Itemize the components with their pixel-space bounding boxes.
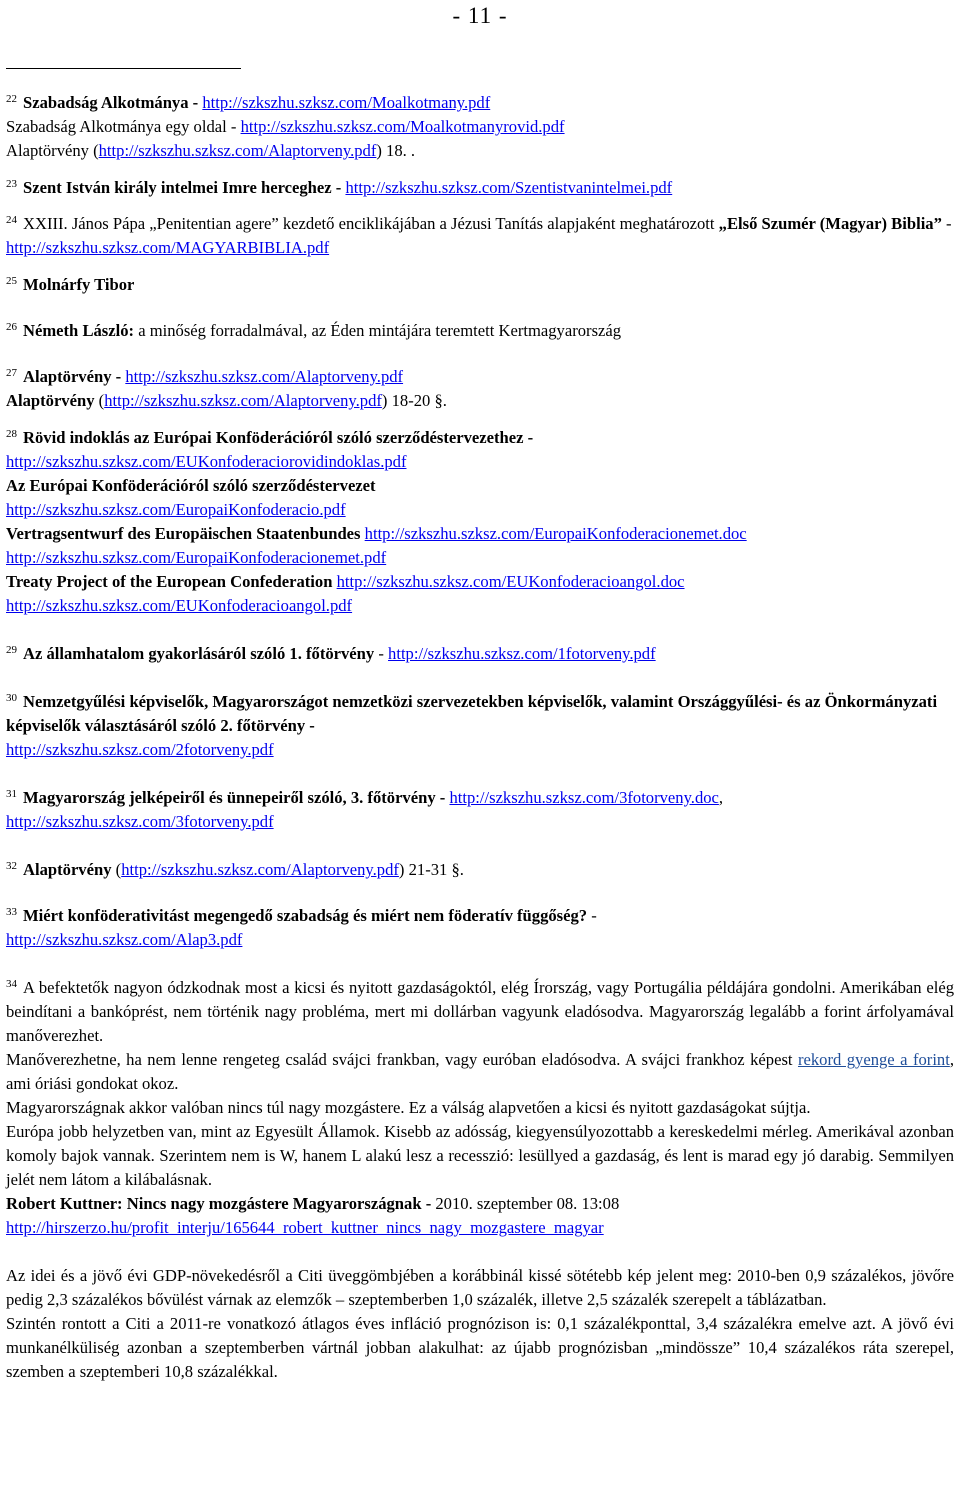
article-paragraph: Az idei és a jövő évi GDP-növekedésről a Citi üveggömbjében a korábbinál kissé sötétebb kép jelent meg: 2010-ben 0,9 százalékos, jövőre pedig 2,3 százalékos bővülést várnak az elemzők – szeptemberben 1,0 százalék, illetve 2,5 százalék szerepelt a táblázatban. [6, 1266, 954, 1309]
footnote-title: Az államhatalom gyakorlásáról szóló 1. főtörvény [23, 644, 375, 663]
article-link[interactable]: rekord gyenge a forint [797, 1050, 950, 1069]
footnote-title: Vertragsentwurf des Europäischen Staatenbundes [6, 524, 361, 543]
footnote-33 [6, 904, 954, 952]
footnote-number: 32 [6, 860, 17, 872]
article-date: 2010. szeptember 08. 13:08 [431, 1194, 620, 1213]
footnote-title: Treaty Project of the European Confederation [6, 572, 333, 591]
article-paragraph: A befektetők nagyon ódzkodnak most a kicsi és nyitott gazdaságoktól, elég Írország, vagy Portugália példájára gondolni. Amerikában elég beindítani a bankóprést, nem történik nagy probléma, mert mi dollárban vagyunk eladósodva. Magyarország legalább a forint árfolyamával manőverezhet. [6, 978, 954, 1045]
footnote-number: 34 [6, 978, 17, 990]
page-number: - 11 - [452, 3, 508, 28]
footnote-link[interactable]: http://szkszhu.szksz.com/EUKonfoderaciorovidindoklas.pdf [6, 452, 407, 471]
footnote-title: Az Európai Konföderációról szóló szerződéstervezet [6, 476, 376, 495]
footnote-text: ) 18. . [376, 141, 416, 160]
footnote-title: Alaptörvény - [23, 367, 126, 386]
footnote-text: ) 18-20 §. [381, 391, 447, 410]
footnote-text: a minőség forradalmával, az Éden mintájára teremtett Kertmagyarország [134, 321, 622, 340]
footnote-link[interactable]: http://szkszhu.szksz.com/Alaptorveny.pdf [104, 391, 382, 410]
footnote-link[interactable]: http://szkszhu.szksz.com/MAGYARBIBLIA.pdf [6, 238, 330, 257]
footnote-number: 28 [6, 428, 17, 440]
footnote-28 [6, 426, 954, 618]
footnote-23 [6, 176, 954, 200]
footnote-link[interactable]: http://szkszhu.szksz.com/2fotorveny.pdf [6, 740, 274, 759]
footnote-link[interactable]: http://szkszhu.szksz.com/EuropaiKonfoderacio.pdf [6, 500, 346, 519]
footnote-30 [6, 690, 954, 762]
footnote-link[interactable]: http://szkszhu.szksz.com/Moalkotmany.pdf [202, 93, 491, 112]
footnote-number: 25 [6, 275, 17, 287]
footnote-text: XXIII. János Pápa „Penitentian agere” kezdető enciklikájában a Jézusi Tanítás alapjaként meghatározott [23, 214, 719, 233]
footnote-24 [6, 212, 954, 260]
article-paragraph: , ami óriási gondokat okoz. [6, 1050, 954, 1093]
footnote-25 [6, 273, 954, 297]
footnote-title: Alaptörvény [23, 860, 112, 879]
footnote-link[interactable]: http://szkszhu.szksz.com/1fotorveny.pdf [388, 644, 656, 663]
footnote-link[interactable]: http://szkszhu.szksz.com/Alaptorveny.pdf [98, 141, 377, 160]
footnote-title: „Első Szumér (Magyar) Biblia” [718, 214, 942, 233]
footnote-link[interactable]: http://szkszhu.szksz.com/EuropaiKonfoderacionemet.pdf [6, 548, 387, 567]
footnote-31 [6, 786, 954, 834]
article-paragraph: Szintén rontott a Citi a 2011-re vonatkozó átlagos éves infláció prognózison is: 0,1 százalékponttal, 3,4 százalékra emelve azt. A jövő évi munkanélküliség azonban a szeptemberben vártnál jobban alakulhat: az újabb prognózisban „mindössze” 10,4 százalékos ráta szerepel, szemben a szeptemberi 10,8 százalékkal. [6, 1314, 954, 1381]
footnote-title: Alaptörvény [6, 391, 95, 410]
article-paragraph: Európa jobb helyzetben van, mint az Egyesült Államok. Kisebb az adósság, kiegyensúlyozottabb a kereskedelmi mérleg. Amerikával azonban komoly bajok vannak. Szerintem nem is W, hanem L alakú lesz a recesszió: lesüllyed a gazdaság, és lent is marad egy jó darabig. Semmilyen jelét nem látom a kilábalásnak. [6, 1122, 954, 1189]
footnote-link[interactable]: http://szkszhu.szksz.com/Alap3.pdf [6, 930, 243, 949]
footnote-link[interactable]: http://szkszhu.szksz.com/Alaptorveny.pdf [121, 860, 399, 879]
footnote-link[interactable]: http://szkszhu.szksz.com/Alaptorveny.pdf [125, 367, 404, 386]
footnote-title: Magyarország jelképeiről és ünnepeiről szóló, 3. főtörvény - [23, 788, 446, 807]
footnote-text: - [374, 644, 389, 663]
footnote-27 [6, 365, 954, 413]
footnote-number: 30 [6, 692, 17, 704]
footnote-title: Miért konföderativitást megengedő szabadság és miért nem föderatív függőség? [23, 906, 588, 925]
footnote-number: 27 [6, 367, 17, 379]
footnote-34 [6, 976, 954, 1384]
footnote-number: 31 [6, 788, 17, 800]
footnote-separator [6, 68, 241, 69]
footnote-number: 23 [6, 178, 17, 190]
footnote-text: ( [111, 860, 122, 879]
article-paragraph: Manőverezhetne, ha nem lenne rengeteg család svájci frankban, vagy euróban eladósodva. A svájci frankhoz képest [6, 1050, 798, 1069]
footnote-29 [6, 642, 954, 666]
footnote-text: , [718, 788, 724, 807]
article-source-link[interactable]: http://hirszerzo.hu/profit_interju/165644_robert_kuttner_nincs_nagy_mozgastere_magyar [6, 1218, 604, 1237]
footnote-link[interactable]: http://szkszhu.szksz.com/3fotorveny.pdf [6, 812, 274, 831]
footnote-text: ( [94, 391, 105, 410]
footnote-32 [6, 858, 954, 882]
footnote-title: Németh László: [23, 321, 135, 340]
footnote-link[interactable]: http://szkszhu.szksz.com/EUKonfoderacioangol.pdf [6, 596, 353, 615]
footnote-link[interactable]: http://szkszhu.szksz.com/EUKonfoderacioangol.doc [336, 572, 685, 591]
footnote-text: ) 21-31 §. [398, 860, 464, 879]
footnote-title: Szabadság Alkotmánya - [23, 93, 203, 112]
footnote-number: 24 [6, 214, 17, 226]
footnote-title: Szent István király intelmei Imre herceghez - [23, 178, 346, 197]
footnote-text: - [941, 214, 952, 233]
footnote-number: 33 [6, 906, 17, 918]
footnote-22 [6, 91, 954, 163]
footnote-number: 22 [6, 93, 17, 105]
footnote-text: Alaptörvény ( [6, 141, 99, 160]
footnote-link[interactable]: http://szkszhu.szksz.com/3fotorveny.doc [449, 788, 719, 807]
footnote-title: Rövid indoklás az Európai Konföderációról szóló szerződéstervezethez - [23, 428, 534, 447]
footnote-link[interactable]: http://szkszhu.szksz.com/Moalkotmanyrovid.pdf [240, 117, 565, 136]
article-source-title: Robert Kuttner: Nincs nagy mozgástere Magyarországnak - [6, 1194, 432, 1213]
footnote-text: - [587, 906, 597, 925]
footnote-number: 29 [6, 644, 17, 656]
article-paragraph: Magyarországnak akkor valóban nincs túl nagy mozgástere. Ez a válság alapvetően a kicsi és nyitott gazdaságokat sújtja. [6, 1098, 811, 1117]
footnote-26 [6, 319, 954, 343]
footnote-text: Szabadság Alkotmánya egy oldal - [6, 117, 241, 136]
footnote-number: 26 [6, 321, 17, 333]
footnote-link[interactable]: http://szkszhu.szksz.com/EuropaiKonfoderacionemet.doc [364, 524, 747, 543]
footnote-title: Molnárfy Tibor [23, 275, 135, 294]
footnote-title: Nemzetgyűlési képviselők, Magyarországot nemzetközi szervezetekben képviselők, valamint Országgyűlési- és az Önkormányzati képviselők választásáról szóló 2. főtörvény - [6, 692, 938, 735]
footnote-link[interactable]: http://szkszhu.szksz.com/Szentistvanintelmei.pdf [345, 178, 673, 197]
